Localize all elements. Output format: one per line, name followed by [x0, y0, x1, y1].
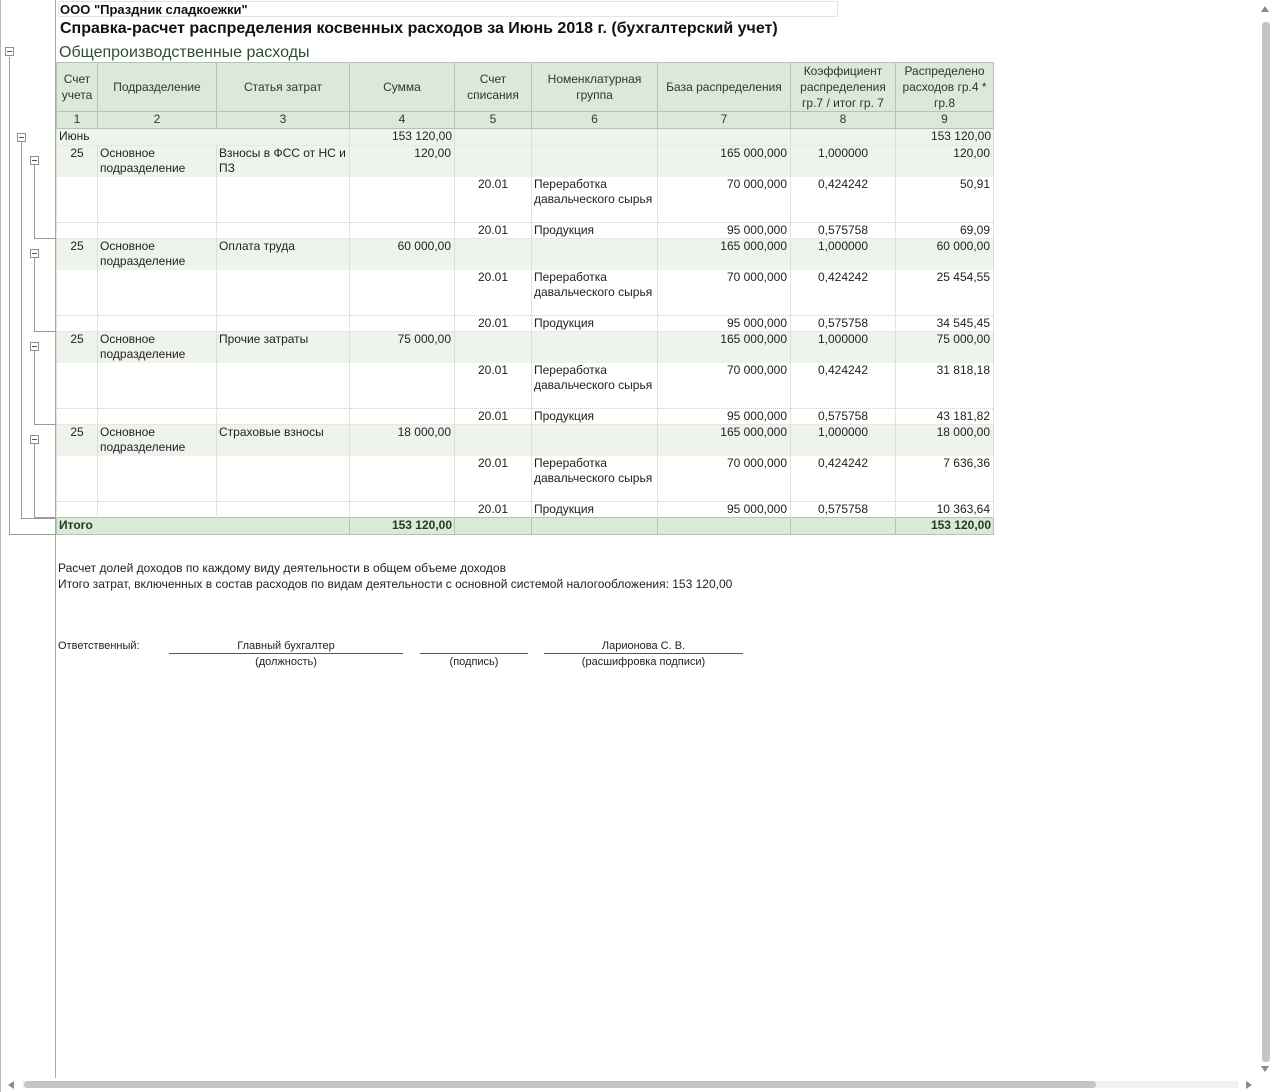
table-cell: [350, 456, 455, 502]
table-cell: [455, 239, 532, 270]
col-header: Номенклатурная группа: [532, 63, 658, 112]
window-frame-left: [0, 0, 1, 1092]
col-header: База распределения: [658, 63, 791, 112]
sign-caption: (подпись): [449, 656, 499, 668]
base-cell: 70 000,000: [658, 456, 791, 502]
writeoff-account-cell: 20.01: [455, 177, 532, 223]
writeoff-account-cell: 20.01: [455, 363, 532, 409]
base-cell: 165 000,000: [658, 239, 791, 270]
coefficient-cell: 1,000000: [791, 332, 896, 363]
group-row: [57, 129, 994, 146]
table-cell: [98, 409, 217, 425]
col-number: 4: [350, 112, 455, 129]
coefficient-cell: 0,575758: [791, 502, 896, 518]
sum-cell: 18 000,00: [350, 425, 455, 456]
col-header: Счет учета: [57, 63, 98, 112]
table-row: [57, 409, 994, 425]
base-cell: 95 000,000: [658, 409, 791, 425]
table-cell: [57, 409, 98, 425]
table-cell: [532, 332, 658, 363]
base-cell: 70 000,000: [658, 177, 791, 223]
table-cell: [98, 456, 217, 502]
group-sum: 153 120,00: [350, 129, 455, 146]
base-cell: 165 000,000: [658, 332, 791, 363]
distributed-cell: 69,09: [896, 223, 994, 239]
table-cell: [217, 409, 350, 425]
position-caption: (должность): [255, 656, 317, 668]
distributed-cell: 10 363,64: [896, 502, 994, 518]
table-cell: [217, 223, 350, 239]
table-cell: [350, 223, 455, 239]
table-cell: [57, 502, 98, 518]
table-header-row: [57, 63, 994, 112]
coefficient-cell: 1,000000: [791, 425, 896, 456]
distributed-cell: 34 545,45: [896, 316, 994, 332]
col-number: 8: [791, 112, 896, 129]
coefficient-cell: 0,575758: [791, 316, 896, 332]
table-row: [57, 270, 994, 316]
col-number: 5: [455, 112, 532, 129]
scroll-up-arrow-icon[interactable]: [1261, 6, 1269, 12]
signature-label: Ответственный:: [58, 640, 140, 652]
coefficient-cell: 0,575758: [791, 409, 896, 425]
nomenclature-group-cell: Переработка давальческого сырья: [532, 270, 658, 316]
writeoff-account-cell: 20.01: [455, 223, 532, 239]
nomenclature-group-cell: Переработка давальческого сырья: [532, 363, 658, 409]
name-caption: (расшифровка подписи): [581, 656, 706, 668]
table-cell: [217, 502, 350, 518]
table-cell: [57, 223, 98, 239]
organization-name: ООО "Праздник сладкоежки": [58, 1, 838, 17]
coefficient-cell: 0,424242: [791, 270, 896, 316]
table-cell: [217, 363, 350, 409]
account-cell: 25: [57, 425, 98, 456]
cost-article-cell: Взносы в ФСС от НС и ПЗ: [217, 146, 350, 177]
table-cell: [350, 409, 455, 425]
department-cell: Основное подразделение: [98, 332, 217, 363]
table-cell: [532, 146, 658, 177]
scroll-down-arrow-icon[interactable]: [1261, 1066, 1269, 1072]
col-header: Коэффициент распределения гр.7 / итог гр. 7: [791, 63, 896, 112]
distributed-cell: 31 818,18: [896, 363, 994, 409]
col-header: Счет списания: [455, 63, 532, 112]
signature-sign: [420, 640, 528, 670]
coefficient-cell: 1,000000: [791, 146, 896, 177]
department-cell: Основное подразделение: [98, 425, 217, 456]
coefficient-cell: 0,575758: [791, 223, 896, 239]
col-header: Подразделение: [98, 63, 217, 112]
writeoff-account-cell: 20.01: [455, 270, 532, 316]
col-number: 2: [98, 112, 217, 129]
table-cell: [98, 363, 217, 409]
base-cell: 95 000,000: [658, 316, 791, 332]
coefficient-cell: 0,424242: [791, 456, 896, 502]
total-row: [57, 518, 994, 535]
distributed-cell: 60 000,00: [896, 239, 994, 270]
collapse-block-4-icon[interactable]: [30, 435, 39, 444]
writeoff-account-cell: 20.01: [455, 409, 532, 425]
distributed-cell: 25 454,55: [896, 270, 994, 316]
total-label: Итого: [57, 518, 350, 535]
base-cell: 165 000,000: [658, 425, 791, 456]
scroll-left-arrow-icon[interactable]: [8, 1081, 14, 1089]
nomenclature-group-cell: Продукция: [532, 502, 658, 518]
table-row: [57, 456, 994, 502]
col-number: 9: [896, 112, 994, 129]
cost-article-cell: Страховые взносы: [217, 425, 350, 456]
vertical-scroll-thumb[interactable]: [1262, 22, 1270, 1062]
table-row: [57, 332, 994, 363]
writeoff-account-cell: 20.01: [455, 456, 532, 502]
cost-article-cell: Прочие затраты: [217, 332, 350, 363]
table-cell: [57, 316, 98, 332]
writeoff-account-cell: 20.01: [455, 502, 532, 518]
nomenclature-group-cell: Продукция: [532, 223, 658, 239]
total-distributed: 153 120,00: [896, 518, 994, 535]
collapse-block-3-icon[interactable]: [30, 342, 39, 351]
group-distributed: 153 120,00: [896, 129, 994, 146]
account-cell: 25: [57, 239, 98, 270]
signature-name: [544, 640, 743, 670]
scroll-right-arrow-icon[interactable]: [1246, 1081, 1252, 1089]
table-cell: [350, 177, 455, 223]
table-cell: [350, 502, 455, 518]
table-cell: [455, 425, 532, 456]
base-cell: 70 000,000: [658, 363, 791, 409]
table-cell: [532, 425, 658, 456]
sum-cell: 120,00: [350, 146, 455, 177]
sum-cell: 60 000,00: [350, 239, 455, 270]
coefficient-cell: 1,000000: [791, 239, 896, 270]
table-cell: [57, 363, 98, 409]
total-sum: 153 120,00: [350, 518, 455, 535]
report-title: Справка-расчет распределения косвенных расходов за Июнь 2018 г. (бухгалтерский учет): [60, 20, 778, 37]
collapse-group-icon[interactable]: [17, 133, 26, 142]
distributed-cell: 120,00: [896, 146, 994, 177]
account-cell: 25: [57, 146, 98, 177]
department-cell: Основное подразделение: [98, 239, 217, 270]
writeoff-account-cell: 20.01: [455, 316, 532, 332]
table-cell: [217, 456, 350, 502]
table-cell: [350, 316, 455, 332]
table-cell: [57, 177, 98, 223]
col-number: 3: [217, 112, 350, 129]
table-cell: [98, 502, 217, 518]
table-cell: [57, 456, 98, 502]
footer-line-1: Расчет долей доходов по каждому виду деятельности в общем объеме доходов: [58, 561, 506, 575]
nomenclature-group-cell: Продукция: [532, 409, 658, 425]
tree-bracket-block-2: [34, 258, 56, 332]
table-row: [57, 177, 994, 223]
table-row: [57, 316, 994, 332]
nomenclature-group-cell: Переработка давальческого сырья: [532, 177, 658, 223]
tree-bracket-block-4: [34, 444, 56, 518]
group-label: Июнь: [57, 129, 350, 146]
horizontal-scroll-thumb[interactable]: [24, 1081, 1096, 1088]
col-number: 1: [57, 112, 98, 129]
table-cell: [98, 270, 217, 316]
table-cell: [217, 270, 350, 316]
column-number-row: [57, 112, 994, 129]
col-number: 7: [658, 112, 791, 129]
base-cell: 70 000,000: [658, 270, 791, 316]
distribution-table: [56, 62, 994, 535]
department-cell: Основное подразделение: [98, 146, 217, 177]
table-row: [57, 425, 994, 456]
table-row: [57, 146, 994, 177]
cost-article-cell: Оплата труда: [217, 239, 350, 270]
table-cell: [98, 316, 217, 332]
sum-cell: 75 000,00: [350, 332, 455, 363]
table-row: [57, 363, 994, 409]
collapse-block-2-icon[interactable]: [30, 249, 39, 258]
signature-position: [169, 640, 403, 670]
distributed-cell: 43 181,82: [896, 409, 994, 425]
coefficient-cell: 0,424242: [791, 363, 896, 409]
sign-value: [420, 640, 528, 654]
table-row: [57, 502, 994, 518]
account-cell: 25: [57, 332, 98, 363]
table-cell: [455, 146, 532, 177]
table-cell: [217, 316, 350, 332]
distributed-cell: 7 636,36: [896, 456, 994, 502]
col-header: Сумма: [350, 63, 455, 112]
position-value: Главный бухгалтер: [169, 640, 403, 654]
table-cell: [98, 223, 217, 239]
table-cell: [532, 239, 658, 270]
distributed-cell: 18 000,00: [896, 425, 994, 456]
table-cell: [57, 270, 98, 316]
nomenclature-group-cell: Переработка давальческого сырья: [532, 456, 658, 502]
section-title: Общепроизводственные расходы: [59, 44, 310, 61]
base-cell: 95 000,000: [658, 223, 791, 239]
base-cell: 165 000,000: [658, 146, 791, 177]
collapse-section-icon[interactable]: [5, 47, 14, 56]
footer-line-2: Итого затрат, включенных в состав расходов по видам деятельности с основной системой налогообложения: 153 120,00: [58, 577, 733, 591]
table-cell: [350, 363, 455, 409]
distributed-cell: 50,91: [896, 177, 994, 223]
table-cell: [455, 332, 532, 363]
col-header: Распределено расходов гр.4 * гр.8: [896, 63, 994, 112]
nomenclature-group-cell: Продукция: [532, 316, 658, 332]
col-header: Статья затрат: [217, 63, 350, 112]
name-value: Ларионова С. В.: [544, 640, 743, 654]
tree-bracket-block-3: [34, 351, 56, 425]
base-cell: 95 000,000: [658, 502, 791, 518]
collapse-block-1-icon[interactable]: [30, 156, 39, 165]
table-row: [57, 223, 994, 239]
table-cell: [217, 177, 350, 223]
tree-bracket-block-1: [34, 165, 56, 239]
table-cell: [350, 270, 455, 316]
table-row: [57, 239, 994, 270]
coefficient-cell: 0,424242: [791, 177, 896, 223]
distributed-cell: 75 000,00: [896, 332, 994, 363]
table-cell: [98, 177, 217, 223]
col-number: 6: [532, 112, 658, 129]
